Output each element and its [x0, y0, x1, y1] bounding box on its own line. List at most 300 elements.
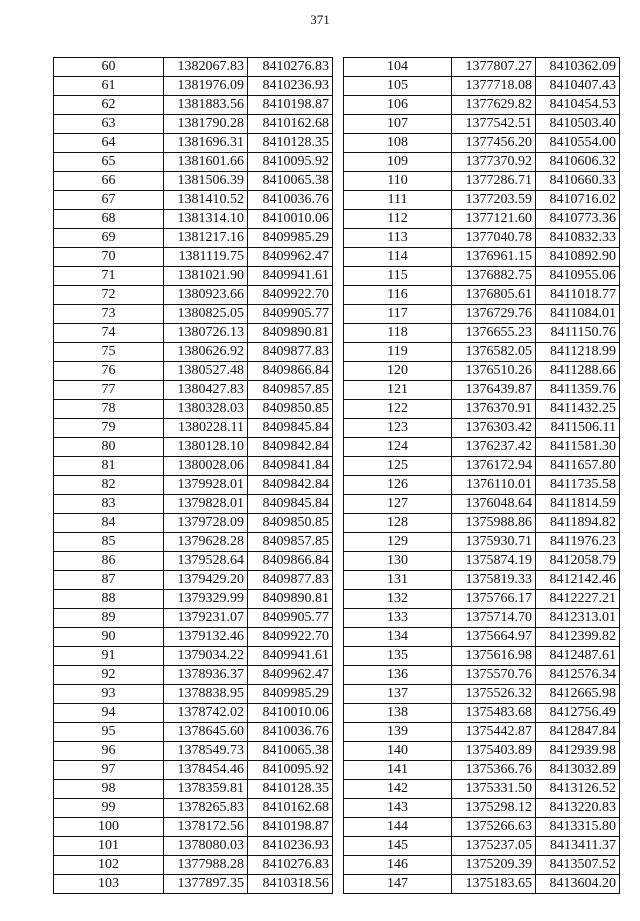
coordinate-y-cell: 8411359.76	[536, 381, 620, 400]
coordinate-x-cell: 1376582.05	[452, 343, 536, 362]
coordinate-y-cell: 8412847.84	[536, 723, 620, 742]
table-row	[344, 875, 620, 894]
coordinate-x-cell: 1375403.89	[452, 742, 536, 761]
coordinate-x-cell: 1375331.50	[452, 780, 536, 799]
coordinate-y-cell: 8409866.84	[248, 362, 333, 381]
point-number-cell: 71	[54, 267, 164, 286]
table-row	[54, 628, 333, 647]
point-number-cell: 66	[54, 172, 164, 191]
table-row	[344, 77, 620, 96]
coordinate-x-cell: 1376439.87	[452, 381, 536, 400]
coordinate-x-cell: 1379828.01	[164, 495, 248, 514]
point-number-cell: 145	[344, 837, 452, 856]
coordinate-x-cell: 1378742.02	[164, 704, 248, 723]
point-number-cell: 115	[344, 267, 452, 286]
point-number-cell: 99	[54, 799, 164, 818]
coordinate-y-cell: 8410162.68	[248, 799, 333, 818]
coordinate-y-cell: 8410162.68	[248, 115, 333, 134]
coordinate-y-cell: 8410095.92	[248, 761, 333, 780]
table-row	[344, 172, 620, 191]
coordinate-x-cell: 1376510.26	[452, 362, 536, 381]
coordinate-x-cell: 1379528.64	[164, 552, 248, 571]
point-number-cell: 134	[344, 628, 452, 647]
table-row	[344, 514, 620, 533]
coordinate-y-cell: 8411084.01	[536, 305, 620, 324]
coordinate-y-cell: 8409845.84	[248, 495, 333, 514]
table-row	[344, 457, 620, 476]
coordinate-x-cell: 1381883.56	[164, 96, 248, 115]
table-row	[54, 723, 333, 742]
table-row	[344, 799, 620, 818]
coordinate-x-cell: 1376805.61	[452, 286, 536, 305]
coordinate-y-cell: 8410276.83	[248, 856, 333, 875]
coordinate-x-cell: 1376048.64	[452, 495, 536, 514]
coordinate-x-cell: 1381790.28	[164, 115, 248, 134]
point-number-cell: 101	[54, 837, 164, 856]
point-number-cell: 130	[344, 552, 452, 571]
point-number-cell: 73	[54, 305, 164, 324]
coordinate-y-cell: 8410454.53	[536, 96, 620, 115]
point-number-cell: 72	[54, 286, 164, 305]
point-number-cell: 80	[54, 438, 164, 457]
table-row	[344, 628, 620, 647]
coordinate-x-cell: 1375298.12	[452, 799, 536, 818]
point-number-cell: 138	[344, 704, 452, 723]
table-row	[54, 286, 333, 305]
coordinates-table-left	[53, 57, 333, 894]
coordinate-y-cell: 8411018.77	[536, 286, 620, 305]
coordinate-y-cell: 8409857.85	[248, 381, 333, 400]
table-row	[344, 495, 620, 514]
coordinate-y-cell: 8413126.52	[536, 780, 620, 799]
coordinate-x-cell: 1380328.03	[164, 400, 248, 419]
coordinate-x-cell: 1379034.22	[164, 647, 248, 666]
coordinate-y-cell: 8412058.79	[536, 552, 620, 571]
coordinate-y-cell: 8413315.80	[536, 818, 620, 837]
coordinate-y-cell: 8409985.29	[248, 229, 333, 248]
coordinate-x-cell: 1375366.76	[452, 761, 536, 780]
point-number-cell: 147	[344, 875, 452, 894]
point-number-cell: 95	[54, 723, 164, 742]
coordinate-y-cell: 8410128.35	[248, 780, 333, 799]
table-row	[344, 96, 620, 115]
point-number-cell: 126	[344, 476, 452, 495]
table-row	[344, 286, 620, 305]
point-number-cell: 98	[54, 780, 164, 799]
point-number-cell: 103	[54, 875, 164, 894]
point-number-cell: 88	[54, 590, 164, 609]
coordinate-x-cell: 1375930.71	[452, 533, 536, 552]
coordinate-x-cell: 1378549.73	[164, 742, 248, 761]
point-number-cell: 69	[54, 229, 164, 248]
table-row	[344, 400, 620, 419]
table-row	[344, 856, 620, 875]
point-number-cell: 89	[54, 609, 164, 628]
table-row	[54, 400, 333, 419]
point-number-cell: 79	[54, 419, 164, 438]
table-row	[54, 704, 333, 723]
table-row	[344, 571, 620, 590]
point-number-cell: 139	[344, 723, 452, 742]
point-number-cell: 94	[54, 704, 164, 723]
coordinate-x-cell: 1379231.07	[164, 609, 248, 628]
table-row	[54, 267, 333, 286]
coordinate-y-cell: 8409866.84	[248, 552, 333, 571]
coordinate-y-cell: 8410010.06	[248, 704, 333, 723]
table-row	[344, 381, 620, 400]
table-row	[54, 134, 333, 153]
coordinate-x-cell: 1377040.78	[452, 229, 536, 248]
coordinate-y-cell: 8410065.38	[248, 742, 333, 761]
point-number-cell: 60	[54, 58, 164, 77]
table-row	[344, 476, 620, 495]
coordinate-y-cell: 8411581.30	[536, 438, 620, 457]
coordinate-y-cell: 8411218.99	[536, 343, 620, 362]
table-row	[54, 609, 333, 628]
point-number-cell: 91	[54, 647, 164, 666]
coordinate-x-cell: 1379628.28	[164, 533, 248, 552]
table-row	[344, 780, 620, 799]
point-number-cell: 63	[54, 115, 164, 134]
point-number-cell: 90	[54, 628, 164, 647]
point-number-cell: 105	[344, 77, 452, 96]
table-row	[54, 552, 333, 571]
table-row	[344, 324, 620, 343]
coordinate-y-cell: 8412939.98	[536, 742, 620, 761]
point-number-cell: 93	[54, 685, 164, 704]
point-number-cell: 146	[344, 856, 452, 875]
coordinate-y-cell: 8411432.25	[536, 400, 620, 419]
coordinate-y-cell: 8412487.61	[536, 647, 620, 666]
coordinate-y-cell: 8413411.37	[536, 837, 620, 856]
table-row	[54, 875, 333, 894]
point-number-cell: 70	[54, 248, 164, 267]
coordinate-x-cell: 1375209.39	[452, 856, 536, 875]
table-row	[54, 172, 333, 191]
point-number-cell: 107	[344, 115, 452, 134]
coordinate-x-cell: 1379329.99	[164, 590, 248, 609]
coordinate-x-cell: 1378172.56	[164, 818, 248, 837]
coordinate-x-cell: 1377370.92	[452, 153, 536, 172]
point-number-cell: 137	[344, 685, 452, 704]
point-number-cell: 102	[54, 856, 164, 875]
table-row	[344, 343, 620, 362]
coordinate-y-cell: 8413032.89	[536, 761, 620, 780]
coordinate-x-cell: 1375183.65	[452, 875, 536, 894]
table-row	[344, 590, 620, 609]
coordinate-y-cell: 8410236.93	[248, 837, 333, 856]
point-number-cell: 78	[54, 400, 164, 419]
coordinate-y-cell: 8409850.85	[248, 400, 333, 419]
coordinate-x-cell: 1380228.11	[164, 419, 248, 438]
coordinate-y-cell: 8409841.84	[248, 457, 333, 476]
point-number-cell: 114	[344, 248, 452, 267]
coordinate-y-cell: 8411288.66	[536, 362, 620, 381]
coordinate-y-cell: 8410010.06	[248, 210, 333, 229]
table-row	[344, 305, 620, 324]
coordinate-y-cell: 8411150.76	[536, 324, 620, 343]
coordinate-y-cell: 8410606.32	[536, 153, 620, 172]
coordinate-y-cell: 8409842.84	[248, 476, 333, 495]
table-row	[54, 647, 333, 666]
coordinate-x-cell: 1376882.75	[452, 267, 536, 286]
coordinate-x-cell: 1377629.82	[452, 96, 536, 115]
coordinate-y-cell: 8411506.11	[536, 419, 620, 438]
coordinate-y-cell: 8409941.61	[248, 647, 333, 666]
table-row	[54, 343, 333, 362]
coordinate-x-cell: 1377121.60	[452, 210, 536, 229]
point-number-cell: 100	[54, 818, 164, 837]
table-row	[54, 191, 333, 210]
coordinate-x-cell: 1378080.03	[164, 837, 248, 856]
table-row	[54, 818, 333, 837]
point-number-cell: 85	[54, 533, 164, 552]
point-number-cell: 62	[54, 96, 164, 115]
table-row	[54, 77, 333, 96]
coordinate-x-cell: 1380923.66	[164, 286, 248, 305]
coordinate-y-cell: 8409962.47	[248, 666, 333, 685]
coordinate-y-cell: 8409922.70	[248, 286, 333, 305]
coordinate-x-cell: 1381217.16	[164, 229, 248, 248]
point-number-cell: 131	[344, 571, 452, 590]
point-number-cell: 128	[344, 514, 452, 533]
coordinate-x-cell: 1376303.42	[452, 419, 536, 438]
coordinate-x-cell: 1380825.05	[164, 305, 248, 324]
coordinate-x-cell: 1377988.28	[164, 856, 248, 875]
coordinate-x-cell: 1377203.59	[452, 191, 536, 210]
point-number-cell: 104	[344, 58, 452, 77]
table-row	[54, 58, 333, 77]
point-number-cell: 120	[344, 362, 452, 381]
table-row	[344, 742, 620, 761]
coordinate-x-cell: 1375237.05	[452, 837, 536, 856]
coordinate-x-cell: 1378359.81	[164, 780, 248, 799]
coordinate-x-cell: 1376237.42	[452, 438, 536, 457]
table-row	[344, 647, 620, 666]
coordinate-x-cell: 1381314.10	[164, 210, 248, 229]
table-row	[344, 837, 620, 856]
coordinate-x-cell: 1381021.90	[164, 267, 248, 286]
coordinate-x-cell: 1380427.83	[164, 381, 248, 400]
point-number-cell: 129	[344, 533, 452, 552]
point-number-cell: 121	[344, 381, 452, 400]
point-number-cell: 97	[54, 761, 164, 780]
coordinate-y-cell: 8411814.59	[536, 495, 620, 514]
coordinate-x-cell: 1376729.76	[452, 305, 536, 324]
table-row	[344, 210, 620, 229]
table-row	[344, 438, 620, 457]
coordinate-x-cell: 1376370.91	[452, 400, 536, 419]
table-row	[344, 609, 620, 628]
coordinate-y-cell: 8411735.58	[536, 476, 620, 495]
table-row	[54, 837, 333, 856]
table-row	[54, 324, 333, 343]
table-row	[54, 438, 333, 457]
coordinate-y-cell: 8413220.83	[536, 799, 620, 818]
coordinate-y-cell: 8410362.09	[536, 58, 620, 77]
coordinate-x-cell: 1378838.95	[164, 685, 248, 704]
table-row	[344, 533, 620, 552]
point-number-cell: 106	[344, 96, 452, 115]
coordinate-x-cell: 1375664.97	[452, 628, 536, 647]
coordinate-x-cell: 1379728.09	[164, 514, 248, 533]
coordinate-y-cell: 8409905.77	[248, 609, 333, 628]
point-number-cell: 87	[54, 571, 164, 590]
table-row	[54, 248, 333, 267]
point-number-cell: 124	[344, 438, 452, 457]
coordinate-x-cell: 1375266.63	[452, 818, 536, 837]
coordinate-x-cell: 1382067.83	[164, 58, 248, 77]
point-number-cell: 123	[344, 419, 452, 438]
table-row	[54, 780, 333, 799]
coordinate-x-cell: 1379429.20	[164, 571, 248, 590]
table-row	[344, 248, 620, 267]
table-row	[54, 476, 333, 495]
point-number-cell: 65	[54, 153, 164, 172]
table-row	[54, 514, 333, 533]
table-row	[54, 419, 333, 438]
table-row	[344, 685, 620, 704]
point-number-cell: 86	[54, 552, 164, 571]
coordinate-y-cell: 8410955.06	[536, 267, 620, 286]
coordinate-x-cell: 1379928.01	[164, 476, 248, 495]
coordinates-table-right	[343, 57, 620, 894]
coordinate-y-cell: 8410198.87	[248, 96, 333, 115]
table-row	[54, 571, 333, 590]
table-row	[54, 305, 333, 324]
coordinate-y-cell: 8410503.40	[536, 115, 620, 134]
point-number-cell: 116	[344, 286, 452, 305]
coordinate-x-cell: 1375616.98	[452, 647, 536, 666]
point-number-cell: 75	[54, 343, 164, 362]
point-number-cell: 74	[54, 324, 164, 343]
point-number-cell: 108	[344, 134, 452, 153]
table-row	[54, 799, 333, 818]
point-number-cell: 61	[54, 77, 164, 96]
coordinate-y-cell: 8411894.82	[536, 514, 620, 533]
coordinate-x-cell: 1376172.94	[452, 457, 536, 476]
coordinate-x-cell: 1377718.08	[452, 77, 536, 96]
coordinate-y-cell: 8409857.85	[248, 533, 333, 552]
coordinate-x-cell: 1381976.09	[164, 77, 248, 96]
table-row	[344, 115, 620, 134]
coordinate-x-cell: 1375766.17	[452, 590, 536, 609]
coordinate-y-cell: 8409905.77	[248, 305, 333, 324]
table-row	[54, 742, 333, 761]
point-number-cell: 133	[344, 609, 452, 628]
coordinate-y-cell: 8410892.90	[536, 248, 620, 267]
table-row	[344, 362, 620, 381]
coordinate-x-cell: 1376655.23	[452, 324, 536, 343]
coordinate-y-cell: 8409845.84	[248, 419, 333, 438]
coordinate-y-cell: 8410407.43	[536, 77, 620, 96]
table-row	[54, 495, 333, 514]
point-number-cell: 125	[344, 457, 452, 476]
table-row	[344, 761, 620, 780]
table-row	[54, 666, 333, 685]
coordinate-x-cell: 1378936.37	[164, 666, 248, 685]
coordinate-x-cell: 1381506.39	[164, 172, 248, 191]
point-number-cell: 64	[54, 134, 164, 153]
coordinate-x-cell: 1378265.83	[164, 799, 248, 818]
coordinate-x-cell: 1375483.68	[452, 704, 536, 723]
coordinate-x-cell: 1375442.87	[452, 723, 536, 742]
coordinate-x-cell: 1378454.46	[164, 761, 248, 780]
table-row	[344, 419, 620, 438]
coordinate-x-cell: 1380028.06	[164, 457, 248, 476]
point-number-cell: 67	[54, 191, 164, 210]
point-number-cell: 82	[54, 476, 164, 495]
point-number-cell: 142	[344, 780, 452, 799]
coordinate-y-cell: 8410036.76	[248, 723, 333, 742]
table-row	[54, 115, 333, 134]
point-number-cell: 81	[54, 457, 164, 476]
coordinate-x-cell: 1379132.46	[164, 628, 248, 647]
coordinate-x-cell: 1375570.76	[452, 666, 536, 685]
point-number-cell: 140	[344, 742, 452, 761]
point-number-cell: 111	[344, 191, 452, 210]
coordinate-x-cell: 1375526.32	[452, 685, 536, 704]
coordinate-y-cell: 8410036.76	[248, 191, 333, 210]
coordinate-x-cell: 1378645.60	[164, 723, 248, 742]
coordinate-x-cell: 1380527.48	[164, 362, 248, 381]
point-number-cell: 76	[54, 362, 164, 381]
coordinate-x-cell: 1375714.70	[452, 609, 536, 628]
table-row	[344, 153, 620, 172]
table-row	[344, 552, 620, 571]
table-row	[344, 666, 620, 685]
coordinate-y-cell: 8409877.83	[248, 571, 333, 590]
coordinate-y-cell: 8410773.36	[536, 210, 620, 229]
coordinate-y-cell: 8410095.92	[248, 153, 333, 172]
coordinate-y-cell: 8409962.47	[248, 248, 333, 267]
coordinate-y-cell: 8410198.87	[248, 818, 333, 837]
table-row	[344, 134, 620, 153]
coordinate-y-cell: 8412313.01	[536, 609, 620, 628]
table-row	[344, 723, 620, 742]
point-number-cell: 135	[344, 647, 452, 666]
coordinate-y-cell: 8410065.38	[248, 172, 333, 191]
point-number-cell: 83	[54, 495, 164, 514]
point-number-cell: 118	[344, 324, 452, 343]
point-number-cell: 92	[54, 666, 164, 685]
table-row	[54, 210, 333, 229]
point-number-cell: 77	[54, 381, 164, 400]
coordinate-y-cell: 8410660.33	[536, 172, 620, 191]
point-number-cell: 109	[344, 153, 452, 172]
coordinate-y-cell: 8409985.29	[248, 685, 333, 704]
coordinate-y-cell: 8410276.83	[248, 58, 333, 77]
page-number: 371	[310, 12, 330, 27]
table-row	[344, 191, 620, 210]
coordinate-x-cell: 1381410.52	[164, 191, 248, 210]
coordinate-y-cell: 8410832.33	[536, 229, 620, 248]
coordinate-y-cell: 8412227.21	[536, 590, 620, 609]
table-row	[54, 96, 333, 115]
coordinate-x-cell: 1377286.71	[452, 172, 536, 191]
coordinate-y-cell: 8412756.49	[536, 704, 620, 723]
point-number-cell: 117	[344, 305, 452, 324]
point-number-cell: 132	[344, 590, 452, 609]
coordinate-x-cell: 1377807.27	[452, 58, 536, 77]
coordinate-x-cell: 1381119.75	[164, 248, 248, 267]
coordinate-x-cell: 1375819.33	[452, 571, 536, 590]
table-row	[54, 761, 333, 780]
coordinate-y-cell: 8409890.81	[248, 590, 333, 609]
table-row	[54, 381, 333, 400]
coordinate-x-cell: 1381696.31	[164, 134, 248, 153]
coordinate-y-cell: 8410554.00	[536, 134, 620, 153]
